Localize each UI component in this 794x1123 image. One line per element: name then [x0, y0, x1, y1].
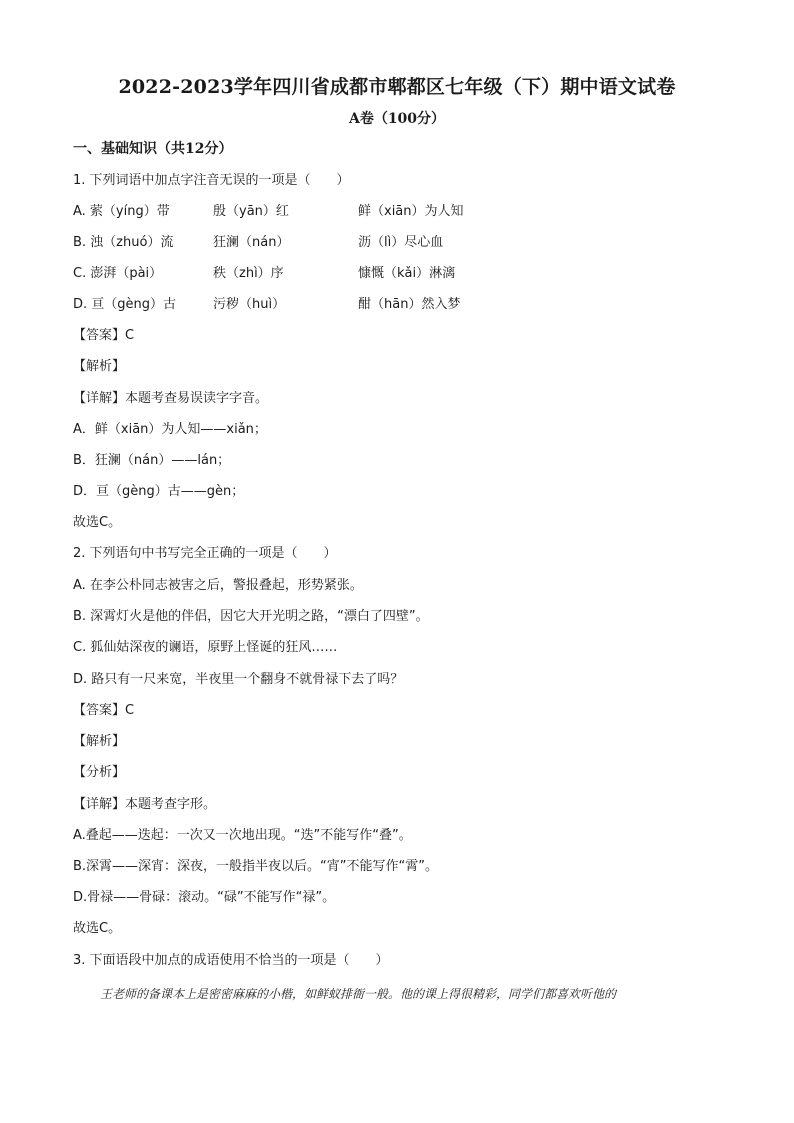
q2-conclusion: 故选C。 [73, 921, 122, 936]
q2-option-d: D. 路只有一尺来宽，半夜里一个翻身不就骨禄下去了吗？ [73, 672, 404, 687]
q1-option-a-3: 鲜（xiān）为人知 [358, 204, 464, 219]
page-title: 2022-2023学年四川省成都市郫都区七年级（下）期中语文试卷 [118, 76, 676, 98]
q1-option-d-2: 污秽（huì） [213, 297, 286, 312]
q2-detail: 【详解】本题考查字形。 [73, 797, 217, 812]
page-subtitle: A卷（100分） [348, 111, 446, 127]
q1-option-a [73, 203, 464, 221]
q2-analysis-label: 【解析】 [73, 734, 126, 749]
q1-option-b-1: B. 浊（zhuó）流 [73, 235, 174, 250]
q3-passage: 王老师的备课本上是密密麻麻的小楷，如鲜蚁排衙一般。他的课上得很精彩，同学们都喜欢听他的 [100, 987, 617, 1001]
q1-option-a-1: A. 萦（yíng）带 [73, 204, 170, 219]
q2-point-a: A.叠起——迭起：一次又一次地出现。“迭”不能写作“叠”。 [73, 828, 412, 843]
q1-option-d [73, 296, 460, 314]
q1-option-a-2: 殷（yān）红 [213, 204, 289, 219]
q1-option-c-3: 慷慨（kǎi）淋漓 [358, 266, 456, 281]
q1-point-a: A．鲜（xiān）为人知——xiǎn； [73, 422, 267, 437]
q3-stem: 3. 下面语段中加点的成语使用不恰当的一项是（ ） [73, 953, 389, 968]
q1-point-d: D．亘（gèng）古——gèn； [73, 484, 245, 499]
q1-option-c-1: C. 澎湃（pài） [73, 266, 163, 281]
q1-option-b-2: 狂澜（nán） [213, 235, 290, 250]
q1-option-b-3: 沥（lì）尽心血 [358, 235, 444, 250]
q2-option-a: A. 在李公朴同志被害之后，警报叠起，形势紧张。 [73, 578, 363, 593]
q2-stem: 2. 下列语句中书写完全正确的一项是（ ） [73, 546, 337, 561]
q1-stem: 1. 下列词语中加点字注音无误的一项是（ ） [73, 173, 350, 188]
q2-option-b: B. 深霄灯火是他的伴侣，因它大开光明之路，“漂白了四壁”。 [73, 609, 429, 624]
q1-answer: 【答案】C [73, 328, 135, 343]
q1-detail: 【详解】本题考查易误读字字音。 [73, 391, 269, 406]
q2-fenxi-label: 【分析】 [73, 765, 126, 780]
q2-point-b: B.深霄——深宵：深夜，一般指半夜以后。“宵”不能写作“霄”。 [73, 859, 438, 874]
q1-analysis-label: 【解析】 [73, 359, 126, 374]
q1-option-d-1: D. 亘（gèng）古 [73, 297, 177, 312]
q1-option-c [73, 265, 455, 283]
q1-option-c-2: 秩（zhì）序 [213, 266, 284, 281]
q2-answer: 【答案】C [73, 703, 135, 718]
q1-option-d-3: 酣（hān）然入梦 [358, 297, 461, 312]
q2-option-c: C. 狐仙姑深夜的谰语，原野上怪诞的狂风…… [73, 640, 338, 655]
q1-option-b [73, 234, 443, 252]
q1-conclusion: 故选C。 [73, 515, 122, 530]
q1-point-b: B．狂澜（nán）——lán； [73, 453, 231, 468]
section-heading: 一、基础知识（共12分） [73, 141, 233, 157]
q2-point-d: D.骨禄——骨碌：滚动。“碌”不能写作“禄”。 [73, 890, 336, 905]
